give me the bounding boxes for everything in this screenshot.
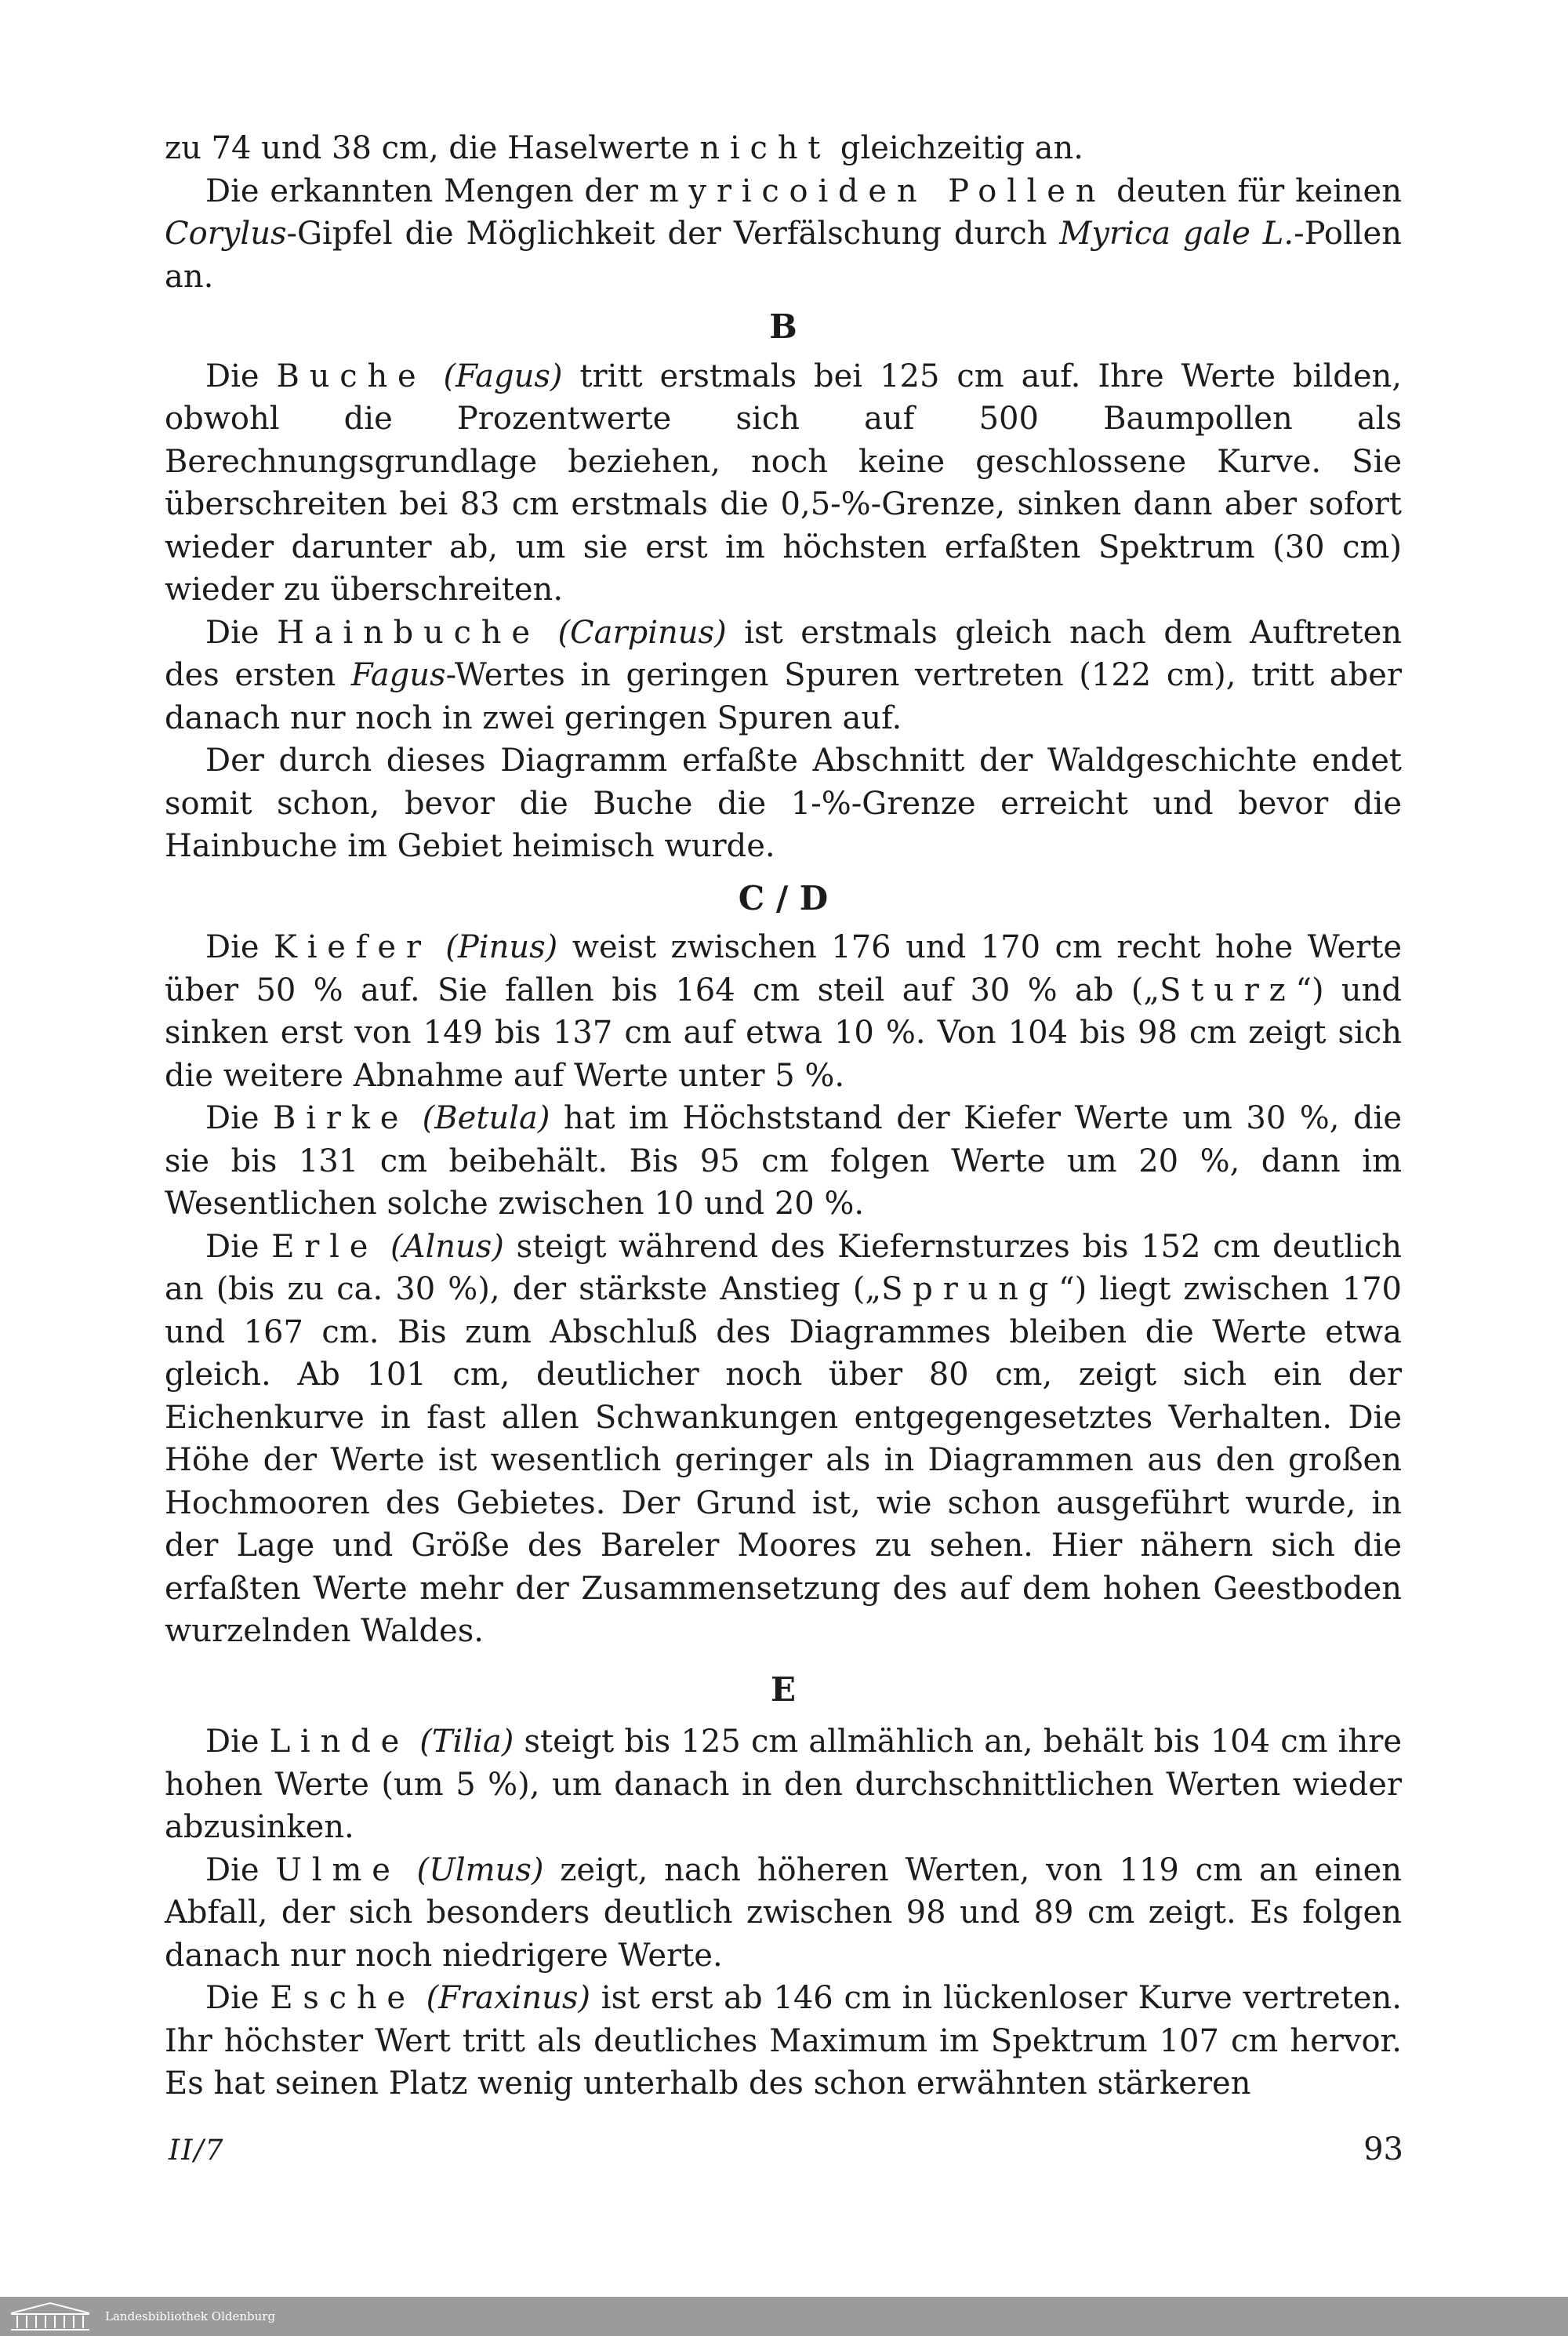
text-run: “) und sinken erst von 149 bis 137 cm auf etwa 10 %. Von 104 bis 98 cm zeigt sich die weitere Abnahme auf Werte unter 5 %. <box>165 972 1402 1094</box>
italic-taxon: (Betula) <box>408 1100 550 1136</box>
spaced-term: Sprung <box>881 1271 1059 1307</box>
italic-taxon: (Fagus) <box>426 358 563 394</box>
text-run: weist zwischen 176 und 170 cm recht hohe Werte über 50 % auf. Sie fallen bis 164 cm steil auf 30 % ab („ <box>165 929 1403 1008</box>
italic-taxon: (Ulmus) <box>400 1851 544 1888</box>
signature-mark: II/7 <box>169 2134 225 2167</box>
text-run: Der durch dieses Diagramm erfaßte Abschnitt der Waldgeschichte endet somit schon, bevor die Buche die 1-%-Grenze erreicht und bevor die Hainbuche im Gebiet heimisch wurde. <box>165 743 1402 864</box>
spaced-term: nicht <box>699 130 831 166</box>
text-run: Die <box>205 1228 272 1265</box>
italic-taxon: Corylus <box>165 216 287 252</box>
italic-taxon: (Pinus) <box>430 929 558 965</box>
paragraph-buche <box>165 355 1402 612</box>
text-run: Die <box>205 1851 276 1888</box>
paragraph-birke <box>165 1097 1402 1226</box>
library-footer-bar <box>0 2297 1568 2336</box>
paragraph-kiefer <box>165 926 1402 1097</box>
text-run: -Pollen an. <box>165 216 1402 295</box>
text-run: hat im Höchststand der Kiefer Werte um 30 %, die sie bis 131 cm beibehält. Bis 95 cm folgen Werte um 20 %, dann im Wesentlichen solche zwischen 10 und 20 %. <box>165 1100 1403 1222</box>
text-run: Die <box>205 1724 270 1760</box>
text-run: deuten für keinen <box>1105 173 1402 209</box>
library-building-icon <box>8 2301 93 2332</box>
paragraph-hainbuche <box>165 612 1402 740</box>
italic-taxon: (Fraxinus) <box>415 1980 591 2016</box>
paragraph-myricoid-pollen <box>165 170 1402 299</box>
text-run: ist erst ab 146 cm in lückenloser Kurve vertreten. Ihr höchster Wert tritt als deutliches Maximum im Spektrum 107 cm hervor. Es hat seinen Platz wenig unterhalb des schon erwähnten stärkeren <box>165 1980 1403 2102</box>
paragraph-ulme <box>165 1849 1402 1978</box>
text-run: -Gipfel die Möglichkeit der Verfälschung durch <box>286 216 1060 252</box>
text-run: Die <box>205 1100 273 1136</box>
text-run: zu 74 und 38 cm, die Haselwerte <box>165 130 700 166</box>
spaced-term: Buche <box>276 358 426 394</box>
page-number: 93 <box>1363 2131 1403 2167</box>
paragraph-hazel-values <box>165 127 1402 170</box>
paragraph-erle <box>165 1226 1402 1653</box>
spaced-term: Esche <box>270 1980 416 2016</box>
text-run: zeigt, nach höheren Werten, von 119 cm an einen Abfall, der sich besonders deutlich zwischen 98 und 89 cm zeigt. Es folgen danach nur noch niedrigere Werte. <box>165 1851 1402 1974</box>
italic-taxon: Fagus <box>350 657 446 693</box>
text-run: tritt erstmals bei 125 cm auf. Ihre Werte bilden, obwohl die Prozentwerte sich auf 500 Baumpollen als Berechnungsgrundlage beziehen, noch keine geschlossene Kurve. Sie überschreiten bei 83 cm erstmals die 0,5-%-Grenze, sinken dann aber sofort wieder darunter ab, um sie erst im höchsten erfaßten Spektrum (30 cm) wieder zu überschreiten. <box>165 358 1402 608</box>
text-run: -Wertes in geringen Spuren vertreten (122 cm), tritt aber danach nur noch in zwei geringen Spuren auf. <box>165 657 1403 736</box>
text-run: Die <box>205 358 277 394</box>
paragraph-linde <box>165 1720 1402 1849</box>
spaced-term: Ulme <box>275 1851 401 1888</box>
spaced-term: Erle <box>271 1228 379 1265</box>
spaced-term: Hainbuche <box>277 614 540 651</box>
paragraph-waldgeschichte <box>165 739 1402 868</box>
text-run: Die <box>205 929 274 965</box>
text-run: Die <box>205 614 278 651</box>
body-text <box>165 127 1402 2105</box>
text-run: Die erkannten Mengen der <box>205 173 649 209</box>
italic-taxon: (Tilia) <box>409 1724 514 1760</box>
library-name: Landesbibliothek Oldenburg <box>105 2309 276 2323</box>
text-run: steigt während des Kiefernsturzes bis 152 cm deutlich an (bis zu ca. 30 %), der stärkste Anstieg („ <box>165 1228 1403 1307</box>
text-run: ist erstmals gleich nach dem Auftreten des ersten <box>165 614 1403 693</box>
italic-taxon: (Carpinus) <box>539 614 727 651</box>
text-run: steigt bis 125 cm allmählich an, behält bis 104 cm ihre hohen Werte (um 5 %), um danach in den durchschnittlichen Werten wieder abzusinken. <box>165 1724 1403 1845</box>
text-run: “) liegt zwischen 170 und 167 cm. Bis zum Abschluß des Diagrammes bleiben die Werte etwa gleich. Ab 101 cm, deutlicher noch über 80 cm, zeigt sich ein der Eichenkurve in fast allen Schwankungen entgegengesetztes Verhalten. Die Höhe der Werte ist wesentlich geringer als in Diagrammen aus den großen Hochmooren des Gebietes. Der Grund ist, wie schon ausgeführt wurde, in der Lage und Größe des Bareler Moores zu sehen. Hier nähern sich die erfaßten Werte mehr der Zusammensetzung des auf dem hohen Geestboden wurzelnden Waldes. <box>165 1271 1402 1649</box>
text-run: gleichzeitig an. <box>830 130 1083 166</box>
spaced-term: Sturz <box>1160 972 1296 1008</box>
paragraph-esche <box>165 1977 1402 2105</box>
section-heading-b: B <box>769 307 797 346</box>
spaced-term: myricoiden Pollen <box>648 173 1106 209</box>
spaced-term: Kiefer <box>274 929 431 965</box>
italic-taxon: (Alnus) <box>378 1228 504 1265</box>
italic-taxon: Myrica gale L. <box>1059 216 1294 252</box>
section-heading-cd: C / D <box>738 878 829 917</box>
section-heading-e: E <box>770 1669 796 1709</box>
spaced-term: Linde <box>269 1724 410 1760</box>
text-run: Die <box>205 1980 270 2016</box>
spaced-term: Birke <box>273 1100 409 1136</box>
